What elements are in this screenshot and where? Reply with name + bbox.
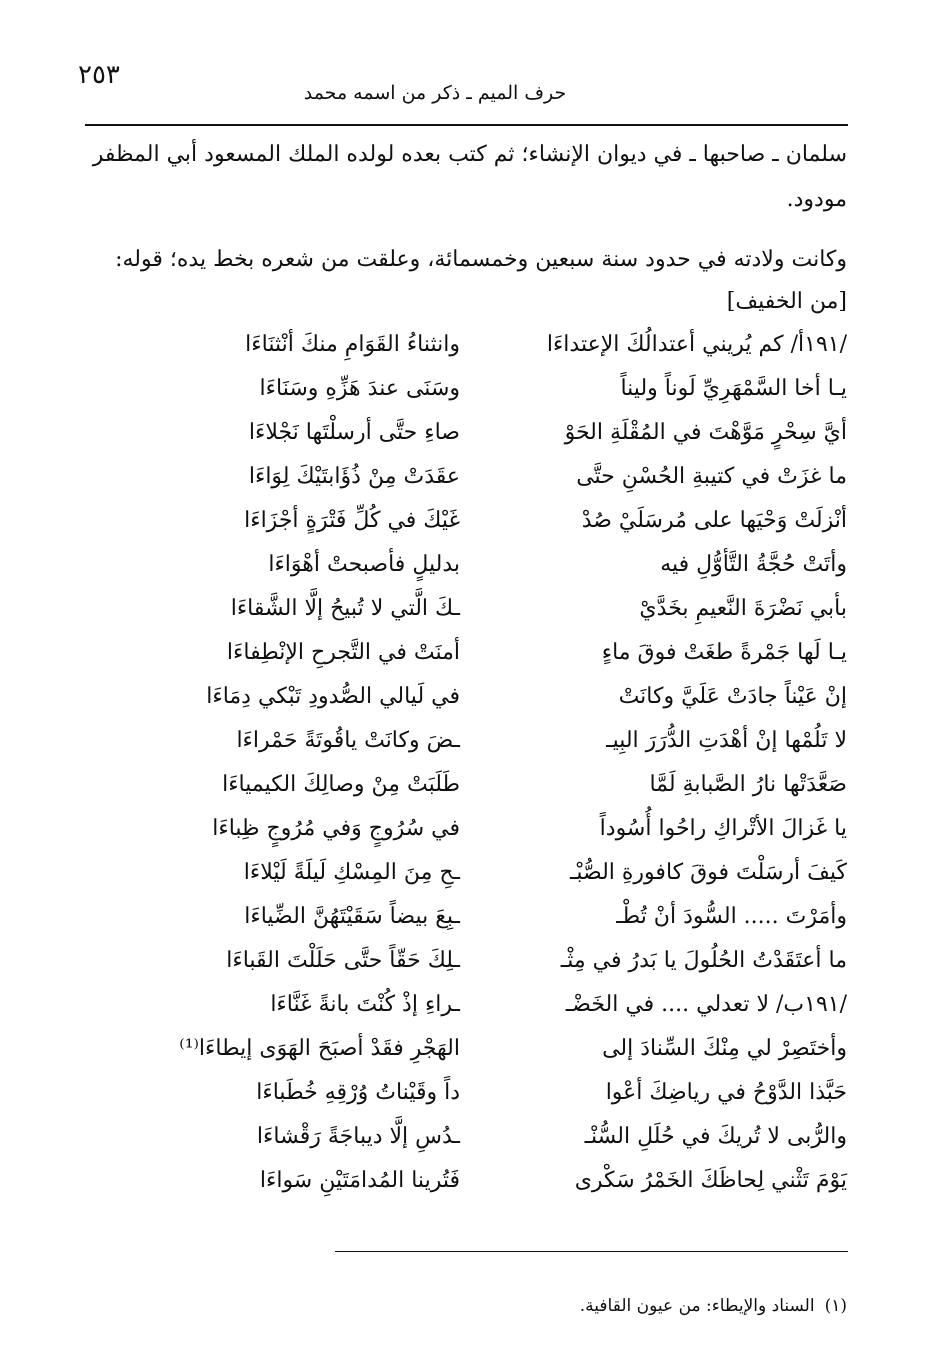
verse-13-first-hemistich: كَيفَ أرسَلْتَ فوقَ كافورةِ الصُّبْـ bbox=[569, 860, 847, 885]
verse-6-second-hemistich: بدليلٍ فأصبحتْ أهْوَاءَا bbox=[268, 552, 460, 577]
footnote bbox=[580, 1296, 847, 1316]
verse-4-second-hemistich: عقَدَتْ مِنْ ذُؤَابتَيْكَ لِوَاءَا bbox=[248, 464, 460, 489]
verse-1-second-hemistich: وانثناءُ القَوَامِ منكَ أنْثنَاءَا bbox=[245, 332, 460, 357]
verse-20-first-hemistich: يَوْمَ تَثْني لِحاظَكَ الخَمْرُ سَكْرى bbox=[574, 1168, 847, 1193]
running-header: حرف الميم ـ ذكر من اسمه محمد bbox=[303, 82, 567, 104]
header-divider bbox=[85, 124, 848, 126]
verse-15-first-hemistich: ما أعتَقَدْتُ الحُلُولَ يا بَدرُ في مِثْـ bbox=[560, 948, 847, 973]
verse-5-first-hemistich: أنْزلَتْ وَحْيَها على مُرسَلَيْ صُدْ bbox=[581, 508, 847, 533]
verse-9-first-hemistich: إنْ عَيْناً جادَتْ عَلَيَّ وكانَتْ bbox=[618, 684, 847, 709]
verse-8-first-hemistich: يـا لَها جَمْرةً طغَتْ فوقَ ماءٍ bbox=[601, 640, 847, 665]
verse-12-second-hemistich: في سُرُوجٍ وَفي مُرُوجٍ ظِباءَا bbox=[212, 816, 460, 841]
verse-17-second-hemistich: الهَجْرِ فقَدْ أصبَحَ الهَوَى إيطاءَا⁽¹⁾ bbox=[179, 1036, 460, 1061]
verse-19-second-hemistich: ـدُسِ إلَّا ديباجَةً رَقْشاءَا bbox=[256, 1124, 460, 1149]
verse-8-second-hemistich: أمنَتْ في التَّجرحِ الإنْطِفاءَا bbox=[226, 640, 460, 665]
verse-18-first-hemistich: حَبَّذا الدَّوْحُ في رياضِكَ أعْوا bbox=[605, 1080, 847, 1105]
verse-14-second-hemistich: ـبِعَ بيضاً سَقَيْتَهُنَّ الضِّياءَا bbox=[244, 904, 460, 929]
verse-20-second-hemistich: فَتُرينا المُدامَتَيْنِ سَواءَا bbox=[259, 1168, 460, 1193]
verse-10-second-hemistich: ـضَ وكانَتْ ياقُوتَةً حَمْراءَا bbox=[236, 728, 460, 753]
verse-18-second-hemistich: داً وقَيْناتُ وُرْقِهِ خُطَباءَا bbox=[256, 1080, 460, 1105]
verse-3-second-hemistich: صاءِ حتَّى أرسلْتَها نَجْلاءَا bbox=[248, 420, 460, 445]
verse-11-first-hemistich: صَعَّدَتْها نارُ الصَّبابةِ لَمَّا bbox=[649, 772, 847, 797]
verse-15-second-hemistich: ـلِكَ حَقّاً حتَّى حَلَلْتَ القَباءَا bbox=[226, 948, 460, 973]
verse-5-second-hemistich: غَيْكَ في كُلِّ فَتْرَةٍ أجْزَاءَا bbox=[244, 508, 460, 533]
verse-2-second-hemistich: وسَنَى عندَ هَزِّهِ وسَنَاءَا bbox=[259, 376, 460, 401]
verse-7-first-hemistich: بأبي نَضْرَةَ النَّعيمِ بخَدَّيْ bbox=[639, 596, 847, 621]
verse-7-second-hemistich: ـكَ الَّتي لا تُبيحُ إلَّا الشَّقاءَا bbox=[230, 596, 460, 621]
verse-9-second-hemistich: في لَيالي الصُّدودِ تَبْكي دِمَاءَا bbox=[206, 684, 460, 709]
meter-label: [من الخفيف] bbox=[726, 289, 847, 314]
verse-14-first-hemistich: وأمَرْتَ ..... السُّودَ أنْ تُطْـ bbox=[616, 904, 847, 929]
verse-10-first-hemistich: لا تَلُمْها إنْ أهْدَتِ الدُّرَرَ البِيـ bbox=[606, 728, 847, 753]
footnote-text: السناد والإيطاء: من عيون القافية. bbox=[579, 1296, 815, 1316]
verse-3-first-hemistich: أيَّ سِحْرٍ مَوَّهْتَ في المُقْلَةِ الحَوْ bbox=[564, 420, 847, 445]
verse-16-second-hemistich: ـراءِ إذْ كُنْتَ بانةً غَنَّاءَا bbox=[270, 992, 460, 1017]
verse-1-first-hemistich: /١٩١أ/ كم يُريني أعتدالُكَ الإعتداءَا bbox=[546, 332, 847, 357]
verse-16-first-hemistich: /١٩١ب/ لا تعدلي .... في الخَضْـ bbox=[565, 992, 847, 1017]
verse-19-first-hemistich: والرُّبى لا تُريكَ في حُلَلِ السُّنْـ bbox=[584, 1124, 847, 1149]
verse-6-first-hemistich: وأتَتْ حُجَّةُ التَّأوُّلِ فيه bbox=[660, 552, 847, 577]
page-number: ٢٥٣ bbox=[78, 60, 120, 90]
footnote-marker: (١) bbox=[824, 1296, 847, 1316]
verse-11-second-hemistich: طَلَبَتْ مِنْ وصالِكَ الكيمياءَا bbox=[222, 772, 460, 797]
verse-2-first-hemistich: يـا أخا السَّمْهَرِيِّ لَوناً وليناً bbox=[620, 376, 847, 401]
verse-4-first-hemistich: ما غزَتْ في كتيبةِ الحُسْنِ حتَّى bbox=[576, 464, 847, 489]
verse-13-second-hemistich: ـحِ مِنَ المِسْكِ لَيلَةً لَيْلاءَا bbox=[243, 860, 460, 885]
prose-line-3: وكانت ولادته في حدود سنة سبعين وخمسمائة، وعلقت من شعره بخط يده؛ قوله: bbox=[115, 247, 847, 272]
verse-12-first-hemistich: يا غَزالَ الأتْراكِ راحُوا أُسُوداً bbox=[599, 816, 847, 841]
footnote-divider bbox=[335, 1251, 848, 1252]
prose-line-2: مودود. bbox=[786, 187, 847, 212]
verse-17-first-hemistich: وأختَصِرْ لي مِنْكَ السِّنادَ إلى bbox=[602, 1036, 847, 1061]
prose-line-1: سلمان ـ صاحبها ـ في ديوان الإنشاء؛ ثم كتب بعده لولده الملك المسعود أبي المظفر bbox=[92, 142, 847, 167]
